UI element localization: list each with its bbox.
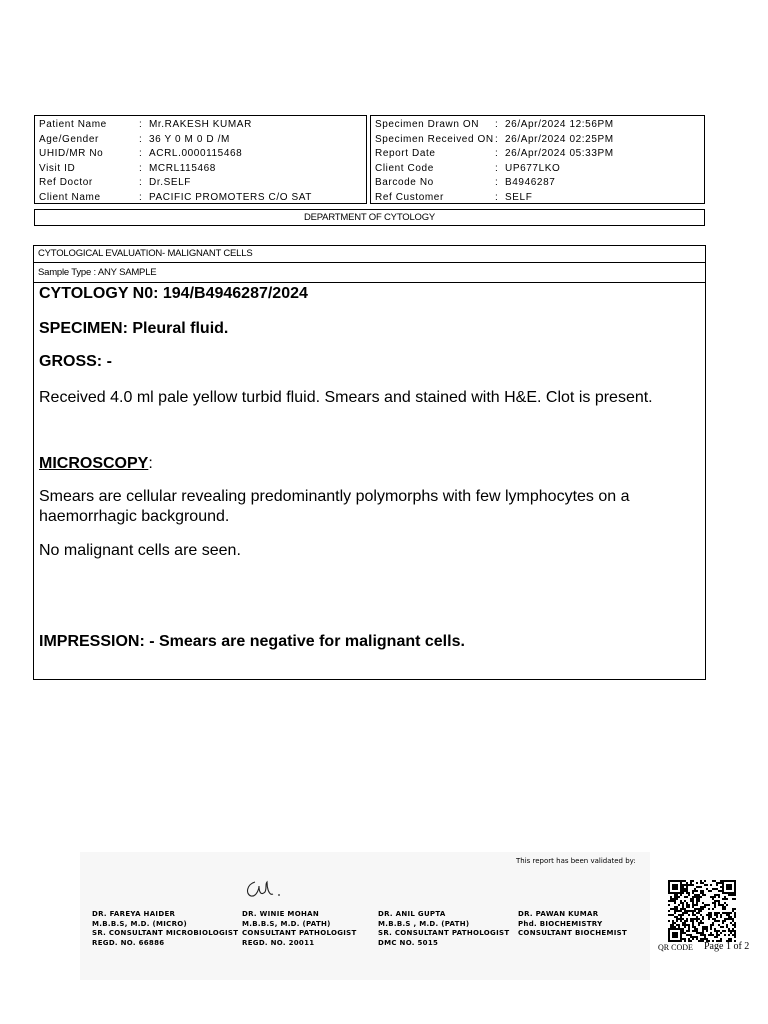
info-row: Specimen Received ON : 26/Apr/2024 02:25PM [375, 133, 704, 148]
impression: IMPRESSION: - Smears are negative for malignant cells. [39, 633, 465, 650]
info-row: Patient Name : Mr.RAKESH KUMAR [39, 118, 366, 133]
sample-type: Sample Type : ANY SAMPLE [38, 267, 157, 278]
info-label: Visit ID [39, 162, 76, 174]
info-value: Dr.SELF [149, 177, 191, 188]
specimen-heading: SPECIMEN: Pleural fluid. [39, 320, 229, 337]
signatory-1: DR. FAREYA HAIDER M.B.B.S, M.D. (MICRO) SR. CONSULTANT MICROBIOLOGIST REGD. NO. 66886 [92, 910, 239, 947]
signatory-3: DR. ANIL GUPTA M.B.B.S , M.D. (PATH) SR. CONSULTANT PATHOLOGIST DMC NO. 5015 [378, 910, 510, 947]
info-value: MCRL115468 [149, 162, 216, 174]
cytology-number: CYTOLOGY N0: 194/B4946287/2024 [39, 285, 308, 302]
specimen-info-right [370, 115, 705, 204]
info-label: Specimen Received ON [375, 133, 494, 145]
test-name-row [34, 246, 705, 263]
info-value: 26/Apr/2024 02:25PM [505, 133, 614, 145]
info-row: Client Name : PACIFIC PROMOTERS C/O SAT [39, 191, 366, 206]
qr-code-label: QR CODE [658, 943, 693, 952]
info-label: Specimen Drawn ON [375, 119, 480, 130]
microscopy-text-2: No malignant cells are seen. [39, 542, 241, 559]
gross-heading: GROSS: - [39, 353, 112, 370]
info-row: Age/Gender : 36 Y 0 M 0 D /M [39, 133, 366, 148]
microscopy-heading-row: MICROSCOPY: [39, 455, 153, 472]
signatory-4: DR. PAWAN KUMAR Phd. BIOCHEMISTRY CONSULTANT BIOCHEMIST [518, 910, 628, 937]
info-value: SELF [505, 191, 533, 203]
info-label: Ref Customer [375, 191, 444, 203]
microscopy-heading: MICROSCOPY [39, 455, 149, 472]
info-value: 36 Y 0 M 0 D /M [149, 133, 230, 145]
test-name: CYTOLOGICAL EVALUATION- MALIGNANT CELLS [38, 248, 253, 259]
microscopy-text: Smears are cellular revealing predominantly polymorphs with few lymphocytes on a haemorrhagic background. [39, 488, 630, 525]
info-value: PACIFIC PROMOTERS C/O SAT [149, 191, 312, 203]
info-label: Report Date [375, 148, 436, 159]
department-bar [34, 209, 705, 226]
info-value: B4946287 [505, 177, 556, 188]
signatory-2: DR. WINIE MOHAN M.B.B.S, M.D. (PATH) CONSULTANT PATHOLOGIST REGD. NO. 20011 [242, 910, 357, 947]
info-value: Mr.RAKESH KUMAR [149, 119, 252, 130]
validated-text: This report has been validated by: [516, 857, 636, 865]
sample-type-row [34, 263, 705, 283]
info-value: ACRL.0000115468 [149, 148, 243, 159]
info-row: Ref Customer : SELF [375, 191, 704, 206]
signature-footer [80, 852, 650, 980]
info-row: Report Date : 26/Apr/2024 05:33PM [375, 147, 704, 162]
info-label: UHID/MR No [39, 148, 104, 159]
info-value: 26/Apr/2024 12:56PM [505, 119, 614, 130]
info-value: UP677LKO [505, 162, 561, 174]
info-label: Patient Name [39, 119, 107, 130]
patient-info-left [34, 115, 367, 204]
info-value: 26/Apr/2024 05:33PM [505, 148, 614, 159]
page-number: Page 1 of 2 [704, 941, 750, 952]
info-label: Age/Gender [39, 133, 99, 145]
signature-icon [243, 878, 283, 900]
gross-text: Received 4.0 ml pale yellow turbid fluid. Smears and stained with H&E. Clot is present. [39, 389, 653, 406]
qr-code-icon [668, 880, 736, 942]
info-row: Client Code : UP677LKO [375, 162, 704, 177]
info-label: Ref Doctor [39, 177, 93, 188]
report-body [33, 245, 706, 680]
info-row: Visit ID : MCRL115468 [39, 162, 366, 177]
info-row: Barcode No : B4946287 [375, 176, 704, 191]
info-label: Barcode No [375, 177, 434, 188]
info-label: Client Name [39, 191, 101, 203]
department-title: DEPARTMENT OF CYTOLOGY [303, 212, 436, 223]
info-row: Specimen Drawn ON : 26/Apr/2024 12:56PM [375, 118, 704, 133]
info-label: Client Code [375, 162, 434, 174]
info-row: UHID/MR No : ACRL.0000115468 [39, 147, 366, 162]
info-row: Ref Doctor : Dr.SELF [39, 176, 366, 191]
